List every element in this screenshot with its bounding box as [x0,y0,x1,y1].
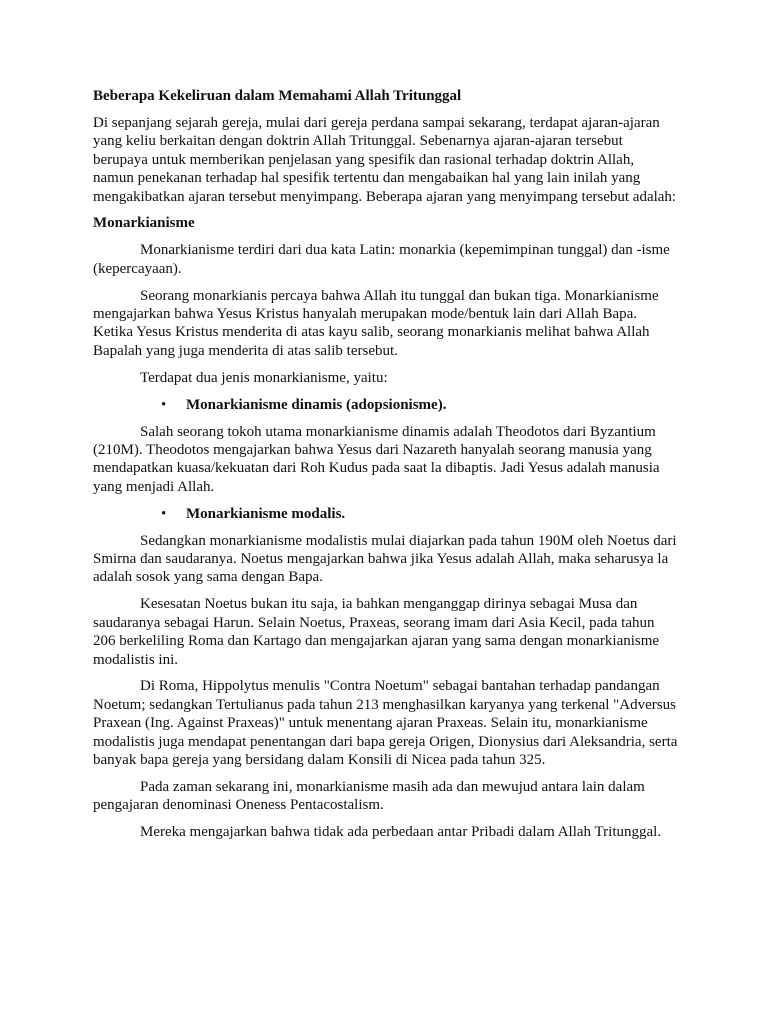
paragraph-hippolytus: Di Roma, Hippolytus menulis "Contra Noetum" sebagai bantahan terhadap pandangan Noetum; sedangkan Tertulianus pada tahun 213 menghasilkan karyanya yang terkenal "Adversus Praxean (Ing. Against Praxeas)" untuk menentang ajaran Praxeas. Selain itu, monarkianisme modalistis juga mendapat penentangan dari bapa gereja Origen, Dionysius dari Aleksandria, serta banyak bapa gereja yang bersidang dalam Konsili di Nicea pada tahun 325. [93,678,678,769]
paragraph-theodotos: Salah seorang tokoh utama monarkianisme dinamis adalah Theodotos dari Byzantium (210M). Theodotos mengajarkan bahwa Yesus dari Nazareth hanyalah seorang manusia yang mendapatkan kuasa/kekuatan dari Roh Kudus pada saat la dibaptis. Jadi Yesus adalah manusia yang menjadi Allah. [93,423,660,495]
paragraph-teaching: Mereka mengajarkan bahwa tidak ada perbedaan antar Pribadi dalam Allah Tritunggal. [140,824,662,841]
section-heading: Monarkianisme [93,215,195,232]
bullet-dot-icon: • [161,396,167,413]
paragraph-belief: Seorang monarkianis percaya bahwa Allah itu tunggal dan bukan tiga. Monarkianisme mengajarkan bahwa Yesus Kristus hanyalah merupakan mode/bentuk lain dari Allah Bapa. Ketika Yesus Kristus menderita di atas kayu salib, seorang monarkianis melihat bahwa Allah Bapalah yang juga menderita di atas salib tersebut. [93,287,659,359]
bullet-label: Monarkianisme modalis. [186,505,346,522]
paragraph-noetus: Sedangkan monarkianisme modalistis mulai diajarkan pada tahun 190M oleh Noetus dari Smirna dan saudaranya. Noetus mengajarkan bahwa jika Yesus adalah Allah, maka seharusya la adalah sosok yang sama dengan Bapa. [93,532,677,586]
intro-paragraph: Di sepanjang sejarah gereja, mulai dari gereja perdana sampai sekarang, terdapat ajaran-ajaran yang keliu berkaitan dengan doktrin Allah Tritunggal. Sebenarnya ajaran-ajaran tersebut berupaya untuk memberikan penjelasan yang spesifik dan rasional terhadap doktrin Allah, namun penekanan terhadap hal spesifik tertentu dan mengabaikan hal yang lain inilah yang mengakibatkan ajaran tersebut menyimpang. Beberapa ajaran yang menyimpang tersebut adalah: [93,114,677,205]
bullet-item-dynamic [93,396,678,414]
bullet-label: Monarkianisme dinamis (adopsionisme). [186,396,447,413]
paragraph-praxeas: Kesesatan Noetus bukan itu saja, ia bahkan menganggap dirinya sebagai Musa dan saudaranya sebagai Harun. Selain Noetus, Praxeas, seorang imam dari Asia Kecil, pada tahun 206 berkeliling Roma dan Kartago dan mengajarkan ajaran yang sama dengan monarkianisme modalistis ini. [93,596,660,668]
paragraph-types-intro: Terdapat dua jenis monarkianisme, yaitu: [140,369,388,386]
bullet-dot-icon: • [161,505,167,522]
paragraph-definition: Monarkianisme terdiri dari dua kata Latin: monarkia (kepemimpinan tunggal) dan -isme (kepercayaan). [93,242,670,277]
bullet-item-modalis [93,505,678,523]
paragraph-modern: Pada zaman sekarang ini, monarkianisme masih ada dan mewujud antara lain dalam pengajaran denominasi Oneness Pentacostalism. [93,779,645,814]
document-title: Beberapa Kekeliruan dalam Memahami Allah Tritunggal [93,88,462,104]
document-page [93,87,678,850]
